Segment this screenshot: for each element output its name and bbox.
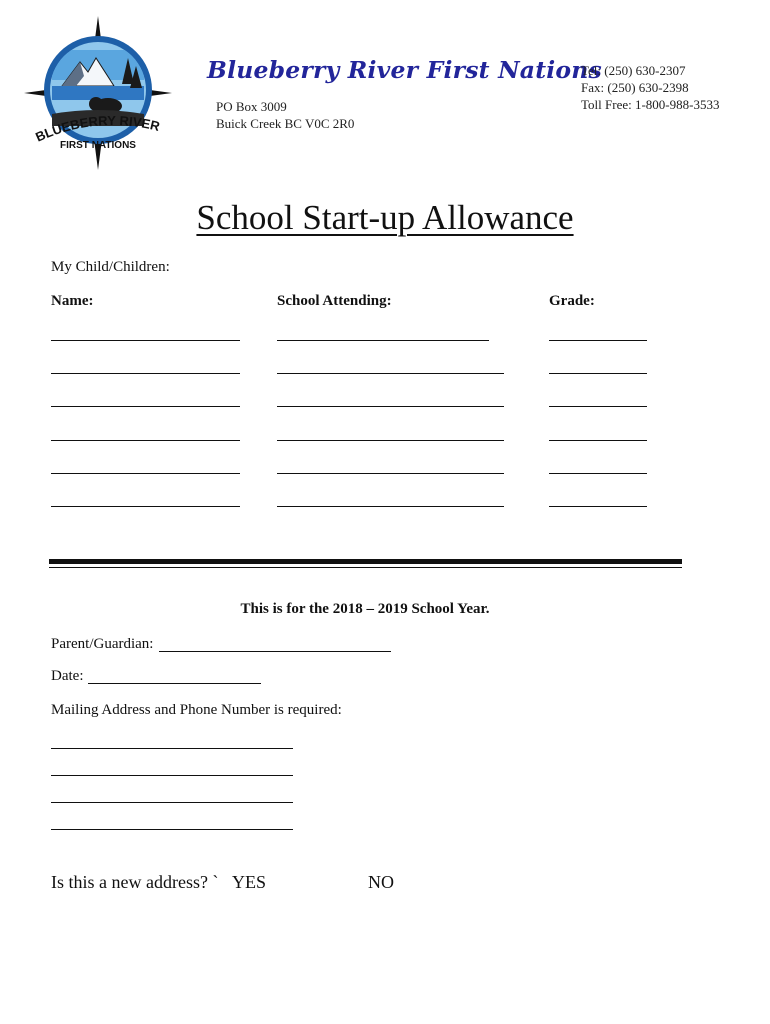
child-school-field[interactable] xyxy=(277,491,504,507)
new-address-question: Is this a new address? ` xyxy=(51,872,219,892)
child-school-field[interactable] xyxy=(277,358,504,374)
mailing-address-line[interactable] xyxy=(51,787,293,803)
address-line-1: PO Box 3009 xyxy=(216,99,287,114)
column-header-grade: Grade: xyxy=(549,293,595,309)
child-school-field[interactable] xyxy=(277,391,504,407)
toll-free: Toll Free: 1-800-988-3533 xyxy=(581,97,720,112)
mailing-address-line[interactable] xyxy=(51,760,293,776)
mailing-address-line[interactable] xyxy=(51,814,293,830)
logo-text-top: BLUEBERRY RIVER xyxy=(33,112,162,145)
child-grade-field[interactable] xyxy=(549,425,647,441)
child-grade-field[interactable] xyxy=(549,391,647,407)
mailing-address-line[interactable] xyxy=(51,733,293,749)
child-grade-field[interactable] xyxy=(549,491,647,507)
child-school-field[interactable] xyxy=(277,325,489,341)
telephone: Tel: (250) 630-2307 xyxy=(581,63,686,78)
compass-logo-icon xyxy=(22,14,174,172)
column-header-school: School Attending: xyxy=(277,293,392,309)
mailing-address-block xyxy=(216,98,354,132)
logo-text-bottom: FIRST NATIONS xyxy=(60,140,136,151)
no-option[interactable]: NO xyxy=(368,872,394,892)
mailing-address-label: Mailing Address and Phone Number is required: xyxy=(51,702,342,718)
fax: Fax: (250) 630-2398 xyxy=(581,80,689,95)
child-school-field[interactable] xyxy=(277,458,504,474)
child-name-field[interactable] xyxy=(51,391,240,407)
section-divider xyxy=(49,559,682,564)
children-label: My Child/Children: xyxy=(51,259,170,275)
school-year-note: This is for the 2018 – 2019 School Year. xyxy=(240,601,490,617)
contact-block xyxy=(581,62,719,113)
date-label: Date: xyxy=(51,668,84,684)
child-name-field[interactable] xyxy=(51,325,240,341)
organization-name: Blueberry River First Nations xyxy=(207,56,602,84)
child-grade-field[interactable] xyxy=(549,458,647,474)
child-name-field[interactable] xyxy=(51,491,240,507)
parent-guardian-label: Parent/Guardian: xyxy=(51,636,154,652)
address-line-2: Buick Creek BC V0C 2R0 xyxy=(216,116,355,131)
form-title: School Start-up Allowance xyxy=(196,198,574,237)
child-name-field[interactable] xyxy=(51,358,240,374)
column-header-name: Name: xyxy=(51,293,94,309)
parent-guardian-field[interactable] xyxy=(159,636,391,652)
date-field[interactable] xyxy=(88,668,261,684)
child-name-field[interactable] xyxy=(51,425,240,441)
child-grade-field[interactable] xyxy=(549,325,647,341)
child-grade-field[interactable] xyxy=(549,358,647,374)
child-school-field[interactable] xyxy=(277,425,504,441)
section-divider-thin xyxy=(49,567,682,568)
organization-logo xyxy=(22,14,174,172)
yes-option[interactable]: YES xyxy=(232,872,267,892)
child-name-field[interactable] xyxy=(51,458,240,474)
